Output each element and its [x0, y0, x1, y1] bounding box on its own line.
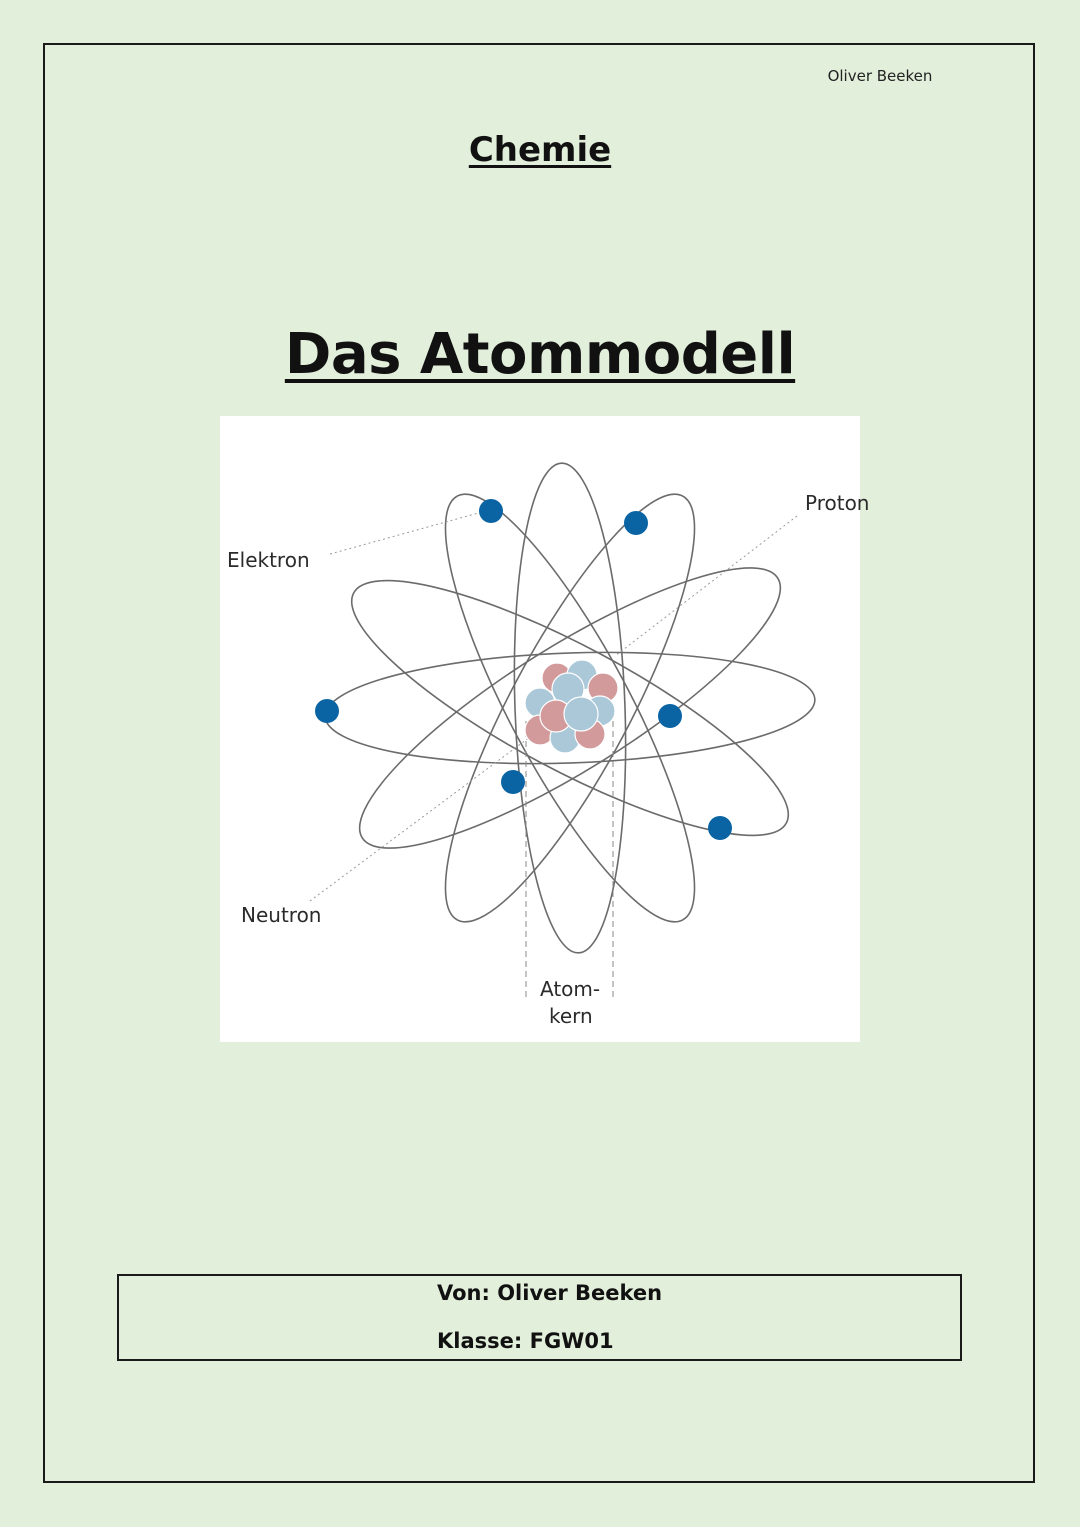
- class-line: Klasse: FGW01: [437, 1329, 614, 1353]
- label-neutron: Neutron: [241, 903, 322, 927]
- label-electron: Elektron: [227, 548, 310, 572]
- author-info-box: [117, 1274, 962, 1361]
- label-proton: Proton: [805, 491, 870, 515]
- electron: [479, 499, 503, 523]
- electron-leader-line: [330, 512, 482, 554]
- label-nucleus-line1: Atom-: [540, 977, 601, 1001]
- electron: [624, 511, 648, 535]
- electron: [708, 816, 732, 840]
- atom-diagram-svg: [220, 416, 860, 1042]
- subject-title: Chemie: [468, 130, 612, 170]
- nucleus: [525, 660, 618, 753]
- electron: [658, 704, 682, 728]
- electron: [315, 699, 339, 723]
- atom-model-diagram: [220, 416, 870, 1042]
- document-title: Das Atommodell: [284, 322, 796, 387]
- neutron: [564, 697, 598, 731]
- label-nucleus-line2: kern: [549, 1004, 593, 1028]
- author-header: Oliver Beeken: [827, 67, 933, 85]
- author-line: Von: Oliver Beeken: [437, 1281, 663, 1305]
- electron: [501, 770, 525, 794]
- proton-leader-line: [615, 516, 797, 656]
